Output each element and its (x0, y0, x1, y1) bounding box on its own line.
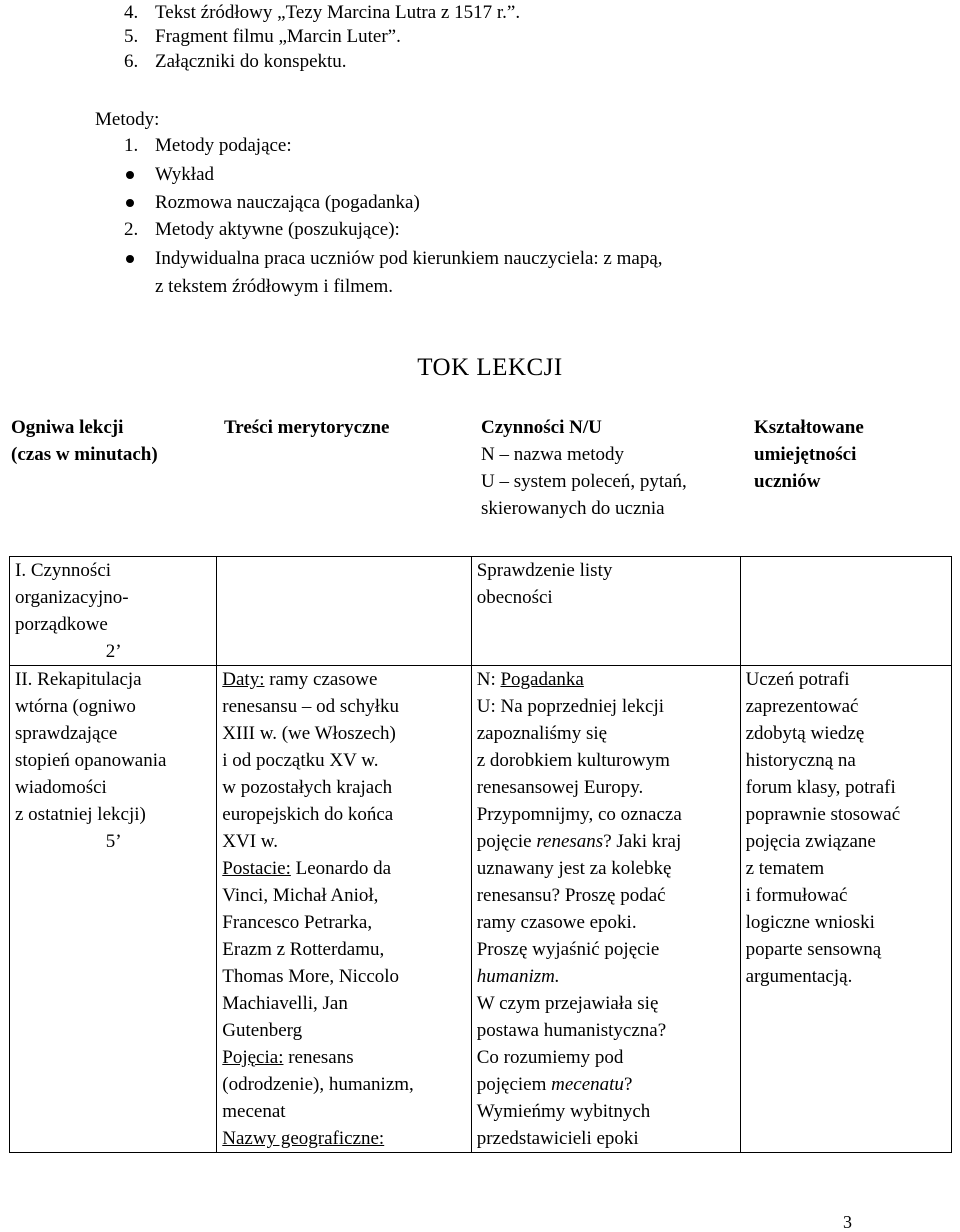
activity-text: ? Jaki kraj (603, 831, 682, 852)
list-item: Rozmowa nauczająca (pogadanka) (155, 192, 420, 213)
dates-label: Daty: (222, 669, 265, 690)
list-number: 4. (124, 2, 139, 23)
header-col3-title: Czynności N/U (481, 417, 602, 438)
concepts-label: Pojęcia: (222, 1047, 284, 1068)
stage-label: z ostatniej lekcji) (15, 804, 146, 825)
list-item: Załączniki do konspektu. (155, 51, 347, 72)
content-text: ramy czasowe (264, 669, 378, 690)
skill-text: forum klasy, potrafi (745, 777, 896, 798)
header-col3-line4: skierowanych do ucznia (481, 498, 665, 519)
list-number: 5. (124, 26, 139, 47)
content-text: europejskich do końca (222, 804, 394, 825)
methods-heading: Metody: (95, 109, 160, 130)
list-item: Metody podające: (155, 135, 292, 156)
content-text: Thomas More, Niccolo (222, 966, 400, 987)
table-cell (217, 666, 471, 1153)
content-text: renesans (283, 1047, 354, 1068)
bullet-icon (126, 199, 134, 207)
content-text: Erazm z Rotterdamu, (222, 939, 385, 960)
activity-text: renesansu? Proszę podać (476, 885, 666, 906)
skill-text: zaprezentować (745, 696, 859, 717)
table-cell (10, 557, 217, 666)
stage-label: I. Czynności (15, 560, 112, 581)
activity-text: z dorobkiem kulturowym (476, 750, 670, 771)
stage-label: stopień opanowania (15, 750, 167, 771)
stage-label: II. Rekapitulacja (15, 669, 142, 690)
skill-text: zdobytą wiedzę (745, 723, 865, 744)
lesson-table (9, 556, 952, 1153)
header-col4-line2: umiejętności (754, 444, 857, 465)
activity-text: Sprawdzenie listy (476, 560, 613, 581)
activity-text: Przypomnijmy, co oznacza (476, 804, 682, 825)
skill-text: i formułować (745, 885, 848, 906)
skill-text: Uczeń potrafi (745, 669, 850, 690)
bullet-icon (126, 255, 134, 263)
list-item: Metody aktywne (poszukujące): (155, 219, 400, 240)
skill-text: argumentacją. (745, 966, 853, 987)
activity-text: obecności (476, 587, 553, 608)
table-cell (471, 557, 740, 666)
skill-text: logiczne wnioski (745, 912, 875, 933)
term-text: renesans (536, 831, 604, 852)
stage-label: organizacyjno- (15, 587, 129, 608)
content-text: XVI w. (222, 831, 279, 852)
list-item: Indywidualna praca uczniów pod kierunkiem nauczyciela: z mapą, (155, 248, 663, 269)
skill-text: poprawnie stosować (745, 804, 901, 825)
header-col1-line2: (czas w minutach) (11, 444, 158, 465)
table-cell (10, 666, 217, 1153)
header-col4-line1: Kształtowane (754, 417, 864, 438)
list-number: 6. (124, 51, 139, 72)
content-text: Francesco Petrarka, (222, 912, 373, 933)
skill-text: historyczną na (745, 750, 856, 771)
people-label: Postacie: (222, 858, 291, 879)
stage-time: 5’ (105, 831, 122, 852)
activity-text: ramy czasowe epoki. (476, 912, 637, 933)
content-text: Gutenberg (222, 1020, 303, 1041)
stage-label: porządkowe (15, 614, 108, 635)
content-text: (odrodzenie), humanizm, (222, 1074, 414, 1095)
stage-label: wtórna (ogniwo (15, 696, 136, 717)
activity-text: Proszę wyjaśnić pojęcie (476, 939, 660, 960)
page-number: 3 (843, 1212, 852, 1232)
activity-text: pojęcie (476, 831, 537, 852)
term-text: humanizm. (476, 966, 560, 987)
method-prefix: N: (476, 669, 501, 690)
header-col4-line3: uczniów (754, 471, 821, 492)
content-text: i od początku XV w. (222, 750, 379, 771)
stage-time: 2’ (105, 641, 122, 662)
list-item: Wykład (155, 164, 215, 185)
activity-text: zapoznaliśmy się (476, 723, 608, 744)
activity-text: W czym przejawiała się (476, 993, 659, 1014)
table-cell (217, 557, 471, 666)
content-text: Machiavelli, Jan (222, 993, 348, 1014)
method-name: Pogadanka (500, 669, 584, 690)
header-col1-line1: Ogniwa lekcji (11, 417, 124, 438)
content-text: Leonardo da (290, 858, 392, 879)
skill-text: pojęcia związane (745, 831, 876, 852)
list-item: Fragment filmu „Marcin Luter”. (155, 26, 401, 47)
content-text: Vinci, Michał Anioł, (222, 885, 379, 906)
skill-text: poparte sensowną (745, 939, 882, 960)
activity-text: Co rozumiemy pod (476, 1047, 624, 1068)
table-row (10, 557, 952, 666)
stage-label: sprawdzające (15, 723, 118, 744)
activity-text: Wymieńmy wybitnych (476, 1101, 651, 1122)
header-col3-line3: U – system poleceń, pytań, (481, 471, 687, 492)
list-item: z tekstem źródłowym i filmem. (155, 276, 393, 297)
table-cell (740, 666, 951, 1153)
activity-text: uznawany jest za kolebkę (476, 858, 672, 879)
activity-text: przedstawicieli epoki (476, 1128, 639, 1149)
activity-text: ? (623, 1074, 633, 1095)
header-col2: Treści merytoryczne (224, 417, 390, 438)
list-item: Tekst źródłowy „Tezy Marcina Lutra z 1517 r.”. (155, 2, 521, 23)
content-text: XIII w. (we Włoszech) (222, 723, 396, 744)
table-cell (471, 666, 740, 1153)
lesson-flow-title: TOK LEKCJI (417, 354, 563, 381)
table-row (10, 666, 952, 1153)
list-number: 1. (124, 135, 139, 156)
term-text: mecenatu (551, 1074, 624, 1095)
stage-label: wiadomości (15, 777, 107, 798)
activity-text: renesansowej Europy. (476, 777, 644, 798)
skill-text: z tematem (745, 858, 825, 879)
content-text: renesansu – od schyłku (222, 696, 400, 717)
content-text: w pozostałych krajach (222, 777, 393, 798)
activity-text: U: Na poprzedniej lekcji (476, 696, 665, 717)
content-text: mecenat (222, 1101, 286, 1122)
activity-text: pojęciem (476, 1074, 552, 1095)
header-col3-line2: N – nazwa metody (481, 444, 624, 465)
bullet-icon (126, 171, 134, 179)
table-cell (740, 557, 951, 666)
list-number: 2. (124, 219, 139, 240)
activity-text: postawa humanistyczna? (476, 1020, 667, 1041)
places-label: Nazwy geograficzne: (222, 1128, 385, 1149)
